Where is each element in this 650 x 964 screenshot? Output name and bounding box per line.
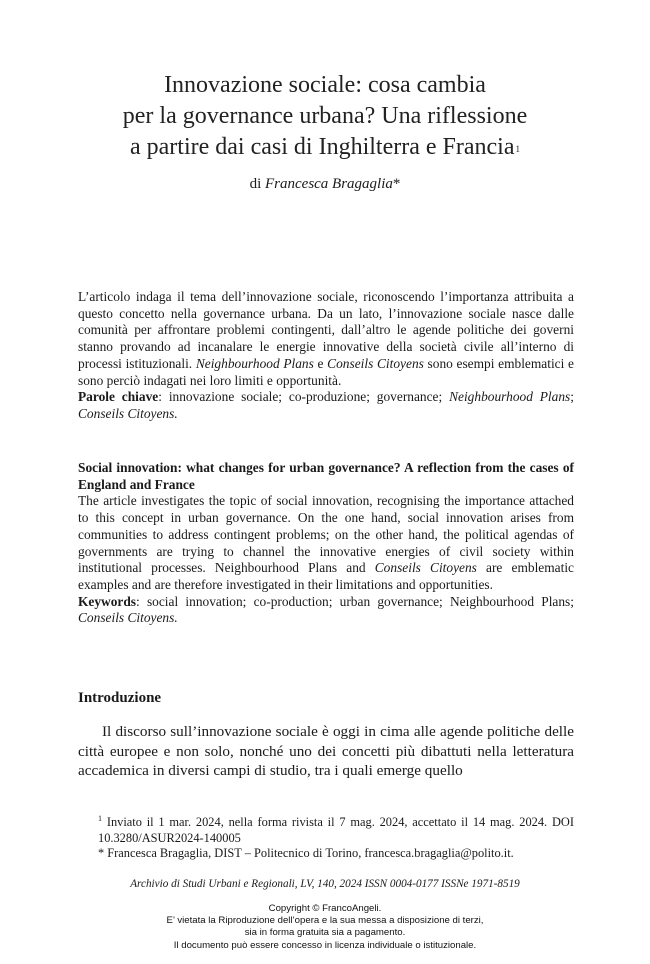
footnotes [78, 811, 574, 862]
abstract-it-text-2: sono esempi emblematici e sono perciò indagati nei loro limiti e opportunità. [78, 355, 574, 388]
keywords-sep-it: ; [570, 389, 574, 405]
copyright-line-3: sia in forma gratuita sia a pagamento. [244, 927, 406, 939]
footnote-1-mark: 1 [98, 814, 102, 823]
author-footnote-mark[interactable]: * [392, 176, 401, 192]
copyright-line-2: E’ vietata la Riproduzione dell’opera e la sua messa a disposizione di terzi, [166, 915, 484, 927]
copyright-line-4: Il documento può essere concesso in licenza individuale o istituzionale. [173, 939, 477, 951]
author-prefix: di [249, 176, 262, 192]
title-line-2: per la governance urbana? Una riflessione [122, 103, 528, 129]
keywords-italic-it-1: Neighbourhood Plans [449, 389, 571, 405]
keywords-label-en: Keywords [78, 593, 137, 609]
abstract-english [78, 460, 574, 627]
abstract-en-text-2: are emblematic examples and are therefore investigated in their limitations and opportunities. [78, 560, 574, 592]
abstract-italian [78, 289, 574, 423]
abstract-it-conj: e [317, 355, 324, 371]
abstract-it-text-1: L’articolo indaga il tema dell’innovazione sociale, riconoscendo l’importanza attribuita a questo concetto nella governance urbana. Da un lato, l’innovazione sociale nasce dalle comunità per affrontare problemi contingenti, dall’altro le agende politiche dei governi stanno provando ad incanalare le energie innovative della società civile all’interno di processi istituzionali. [78, 289, 574, 371]
footnote-1 [78, 811, 574, 846]
journal-citation: Archivio di Studi Urbani e Regionali, LV, 140, 2024 ISSN 0004-0177 ISSNe 1971-8519 [130, 878, 520, 890]
abstract-italian-body [78, 289, 574, 389]
section-heading: Introduzione [78, 690, 162, 706]
abstract-english-keywords [78, 594, 574, 627]
keywords-italic-it-2: Conseils Citoyens. [78, 405, 178, 421]
author-byline [0, 174, 650, 194]
title-footnote-mark[interactable]: 1 [515, 144, 520, 154]
keywords-italic-en: Conseils Citoyens. [78, 610, 178, 626]
keywords-text-it: : innovazione sociale; co-produzione; governance; [158, 389, 443, 405]
abstract-english-body [78, 493, 574, 593]
body-paragraph-1: Il discorso sull’innovazione sociale è oggi in cima alle agende politiche delle città europee e non solo, nonché uno dei concetti più dibattuti nella letteratura accademica in diversi campi di studio, tra i quali emerge quello [78, 723, 574, 779]
title-line-3 [0, 132, 650, 163]
abstract-en-italic-1: Conseils Citoyens [374, 560, 477, 576]
author-name: Francesca Bragaglia [265, 176, 393, 192]
abstract-en-text-1: The article investigates the topic of social innovation, recognising the importance attached to this concept in urban governance. On the one hand, social innovation arises from communities to address contingent problems; on the other hand, the political agendas of governments are trying to channel the innovative energies of civil society within institutional processes. Neighbourhood Plans and [78, 493, 574, 576]
article-title [0, 70, 650, 163]
keywords-text-en: : social innovation; co-production; urban governance; Neighbourhood Plans; [136, 593, 574, 609]
footnote-2: * Francesca Bragaglia, DIST – Politecnico di Torino, francesca.bragaglia@polito.it. [98, 846, 514, 861]
title-line-1: Innovazione sociale: cosa cambia [164, 72, 486, 98]
keywords-label-it: Parole chiave [78, 389, 159, 405]
abstract-it-italic-2: Conseils Citoyens [327, 355, 424, 371]
abstract-italian-keywords [78, 389, 574, 422]
title-line-3-text: a partire dai casi di Inghilterra e Francia [130, 134, 515, 160]
abstract-it-italic-1: Neighbourhood Plans [195, 355, 314, 371]
body-text [78, 722, 574, 781]
copyright-line-1: Copyright © FrancoAngeli. [268, 903, 382, 914]
copyright-notice [0, 903, 650, 952]
abstract-english-title: Social innovation: what changes for urban governance? A reflection from the cases of England and France [78, 460, 574, 492]
footnote-1-text: Inviato il 1 mar. 2024, nella forma rivista il 7 mag. 2024, accettato il 14 mag. 2024. DOI 10.3280/ASUR2024-140005 [98, 815, 574, 845]
